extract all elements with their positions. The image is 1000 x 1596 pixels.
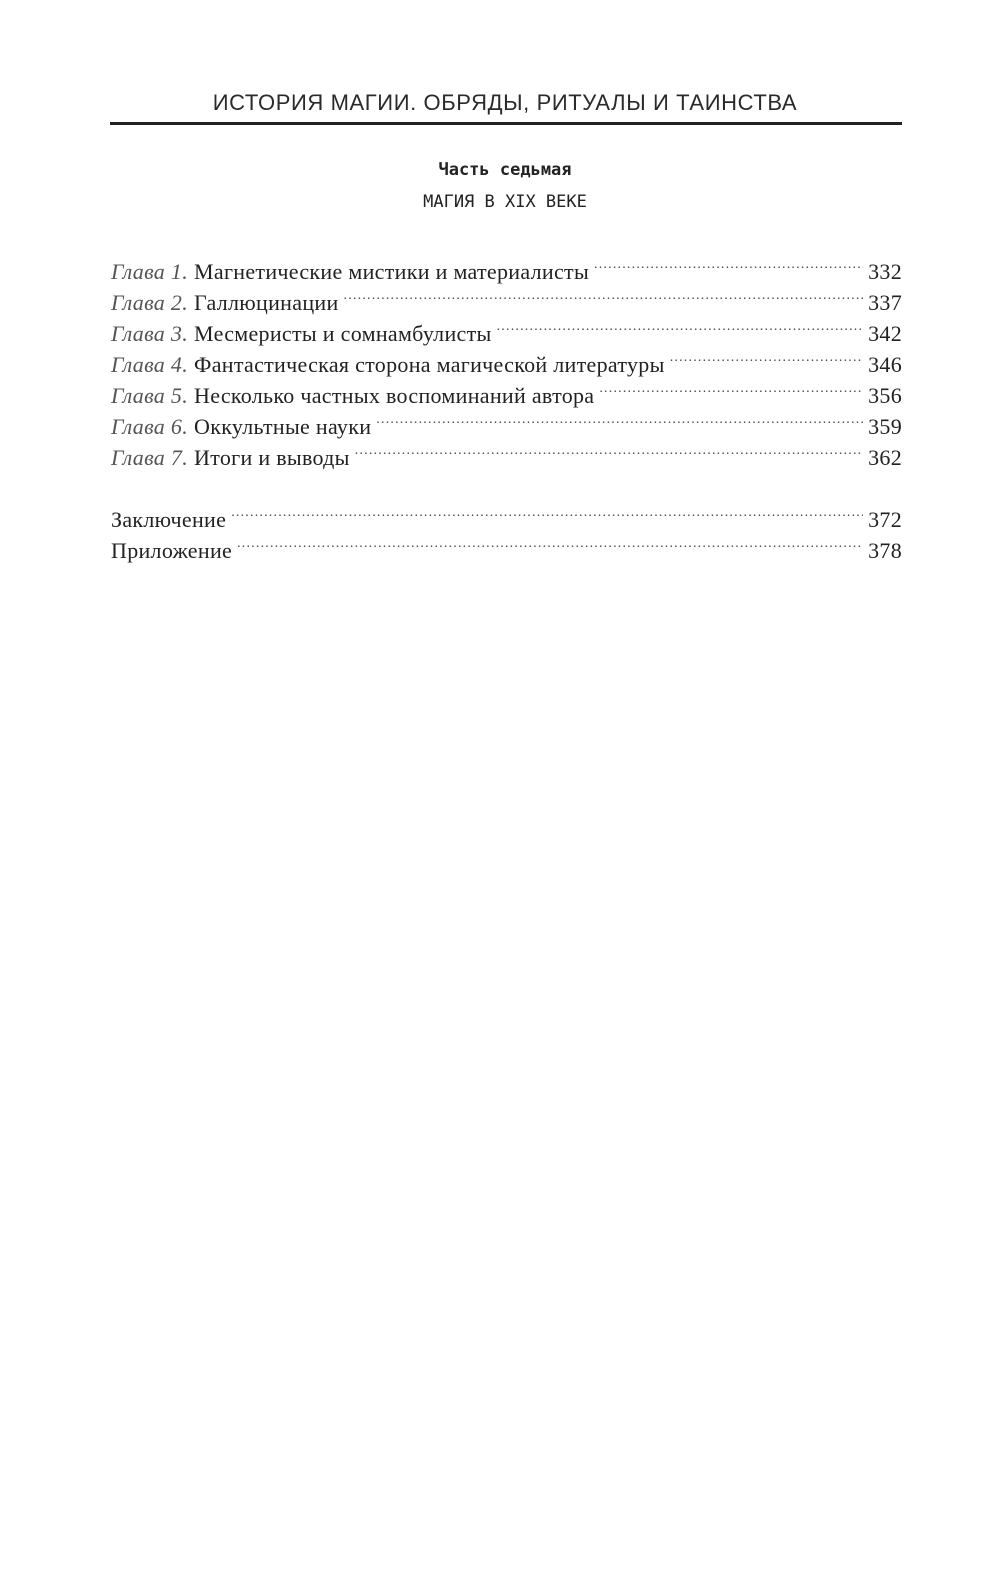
page-number: 356 — [868, 383, 902, 408]
header-rule — [110, 122, 902, 125]
dot-leader — [237, 527, 863, 558]
part-subtitle: МАГИЯ В XIX ВЕКЕ — [423, 192, 587, 212]
page-number: 337 — [868, 290, 902, 315]
page-number: 372 — [868, 507, 902, 532]
chapter-title: Галлюцинации — [194, 290, 339, 315]
dot-leader — [231, 496, 863, 527]
chapter-label: Глава 7. — [111, 445, 189, 470]
chapter-label: Глава 1. — [111, 259, 189, 284]
table-of-contents — [111, 248, 902, 563]
dot-leader — [670, 341, 863, 372]
page-number: 332 — [868, 259, 902, 284]
part-title: Часть седьмая — [438, 160, 572, 180]
chapter-title: Фантастическая сторона магической литературы — [194, 352, 665, 377]
chapter-label: Глава 4. — [111, 352, 189, 377]
chapter-title: Оккультные науки — [194, 414, 372, 439]
chapter-title: Итоги и выводы — [194, 445, 350, 470]
chapter-label: Глава 2. — [111, 290, 189, 315]
page-number: 378 — [868, 538, 902, 563]
section-title: Приложение — [111, 538, 233, 563]
toc-entry-appendix — [111, 527, 902, 563]
dot-leader — [497, 310, 864, 341]
page-number: 342 — [868, 321, 902, 346]
page-number: 346 — [868, 352, 902, 377]
page-number: 359 — [868, 414, 902, 439]
section-title: Заключение — [111, 507, 227, 532]
chapter-label: Глава 5. — [111, 383, 189, 408]
dot-leader — [344, 279, 864, 310]
chapter-label: Глава 3. — [111, 321, 189, 346]
chapter-title: Магнетические мистики и материалисты — [194, 259, 590, 284]
chapter-title: Месмеристы и сомнамбулисты — [194, 321, 492, 346]
chapter-label: Глава 6. — [111, 414, 189, 439]
dot-leader — [355, 434, 863, 465]
page-number: 362 — [868, 445, 902, 470]
dot-leader — [376, 403, 863, 434]
chapter-title: Несколько частных воспоминаний автора — [194, 383, 595, 408]
dot-leader — [594, 248, 863, 279]
running-header: ИСТОРИЯ МАГИИ. ОБРЯДЫ, РИТУАЛЫ И ТАИНСТВА — [212, 90, 798, 115]
toc-entry-chapter-1 — [111, 248, 902, 284]
toc-entry-conclusion — [111, 496, 902, 532]
dot-leader — [599, 372, 863, 403]
